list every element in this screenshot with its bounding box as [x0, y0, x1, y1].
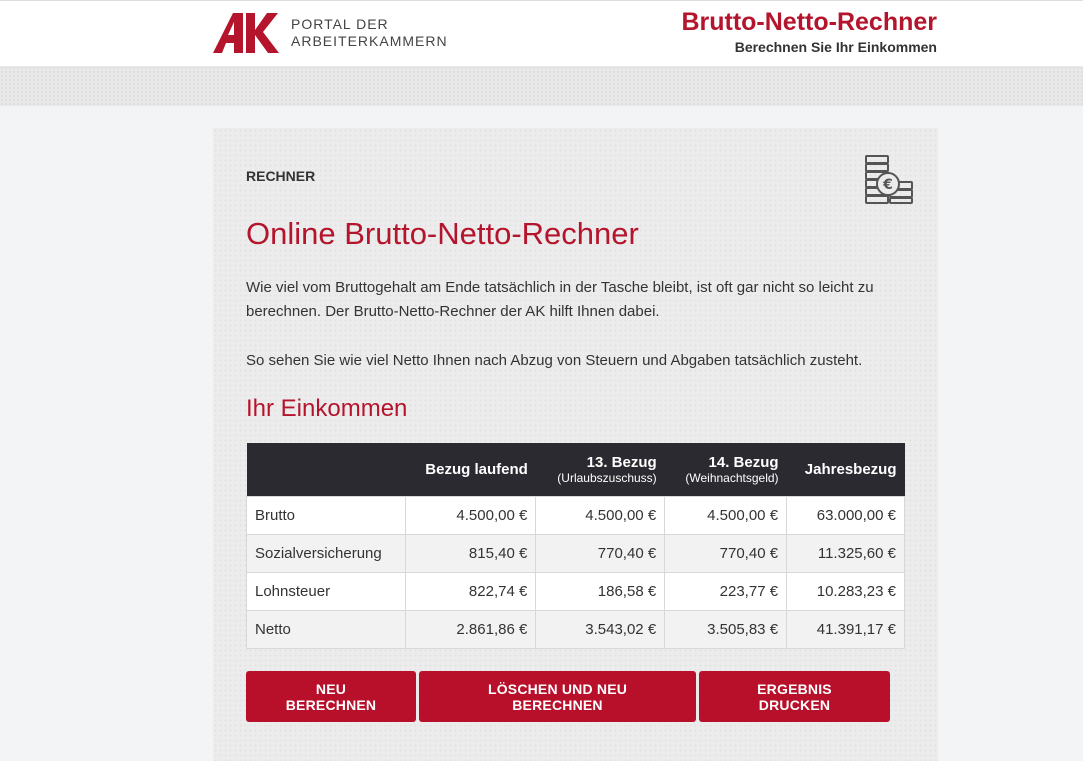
table-header-row [247, 443, 905, 496]
site-title-block [681, 8, 937, 56]
table-cell: 4.500,00 € [536, 496, 665, 534]
table-cell: 41.391,17 € [787, 610, 905, 648]
table-cell: 4.500,00 € [405, 496, 535, 534]
table-cell: 3.505,83 € [665, 610, 787, 648]
section-kicker: RECHNER [246, 168, 316, 184]
row-label: Sozialversicherung [247, 534, 406, 572]
table-cell: 223,77 € [665, 572, 787, 610]
table-cell: 3.543,02 € [536, 610, 665, 648]
recalculate-button[interactable]: NEU BERECHNEN [246, 671, 416, 722]
table-header-cell [405, 443, 535, 496]
table-header-cell [665, 443, 787, 496]
print-result-button[interactable]: ERGEBNIS DRUCKEN [699, 671, 890, 722]
coins-euro-icon [863, 153, 915, 205]
table-row [247, 610, 905, 648]
table-cell: 4.500,00 € [665, 496, 787, 534]
logo-text [291, 16, 448, 50]
table-cell: 2.861,86 € [405, 610, 535, 648]
page-title: Online Brutto-Netto-Rechner [246, 216, 639, 251]
section-heading: Ihr Einkommen [246, 395, 408, 422]
table-row [247, 496, 905, 534]
column-sublabel: (Urlaubszuschuss) [557, 470, 657, 485]
income-table [246, 443, 905, 649]
table-cell: 10.283,23 € [787, 572, 905, 610]
table-cell: 11.325,60 € [787, 534, 905, 572]
table-cell: 822,74 € [405, 572, 535, 610]
site-subtitle: Berechnen Sie Ihr Einkommen [734, 39, 937, 55]
table-cell: 770,40 € [665, 534, 787, 572]
table-header-empty [247, 443, 406, 496]
table-cell: 815,40 € [405, 534, 535, 572]
column-label: Bezug laufend [425, 460, 528, 478]
site-title: Brutto-Netto-Rechner [681, 8, 937, 36]
column-sublabel: (Weihnachtsgeld) [685, 470, 779, 485]
table-row [247, 534, 905, 572]
logo-text-line1: PORTAL DER [291, 16, 389, 32]
ak-logo-icon [213, 13, 279, 53]
action-buttons [246, 671, 890, 722]
clear-and-recalculate-button[interactable]: LÖSCHEN UND NEU BERECHNEN [419, 671, 696, 722]
site-header [0, 0, 1083, 66]
table-row [247, 572, 905, 610]
table-cell: 186,58 € [536, 572, 665, 610]
column-label: 13. Bezug [586, 453, 657, 471]
calculator-card [213, 128, 938, 761]
table-cell: 63.000,00 € [787, 496, 905, 534]
logo-text-line2: ARBEITERKAMMERN [291, 33, 448, 49]
column-label: Jahresbezug [804, 460, 897, 478]
row-label: Brutto [247, 496, 406, 534]
table-header-cell [536, 443, 665, 496]
row-label: Netto [247, 610, 406, 648]
row-label: Lohnsteuer [247, 572, 406, 610]
column-label: 14. Bezug [708, 453, 779, 471]
decorative-band [0, 66, 1083, 106]
svg-text:€: € [883, 177, 893, 193]
ak-logo-link[interactable] [213, 13, 448, 53]
intro-text: Wie viel vom Bruttogehalt am Ende tatsächlich in der Tasche bleibt, ist oft gar nicht so leicht zu berechnen. Der Brutto-Netto-Rechner der AK hilft Ihnen dabei. [246, 279, 874, 320]
intro-text-2: So sehen Sie wie viel Netto Ihnen nach Abzug von Steuern und Abgaben tatsächlich zusteht. [246, 352, 863, 369]
table-cell: 770,40 € [536, 534, 665, 572]
table-header-cell [787, 443, 905, 496]
